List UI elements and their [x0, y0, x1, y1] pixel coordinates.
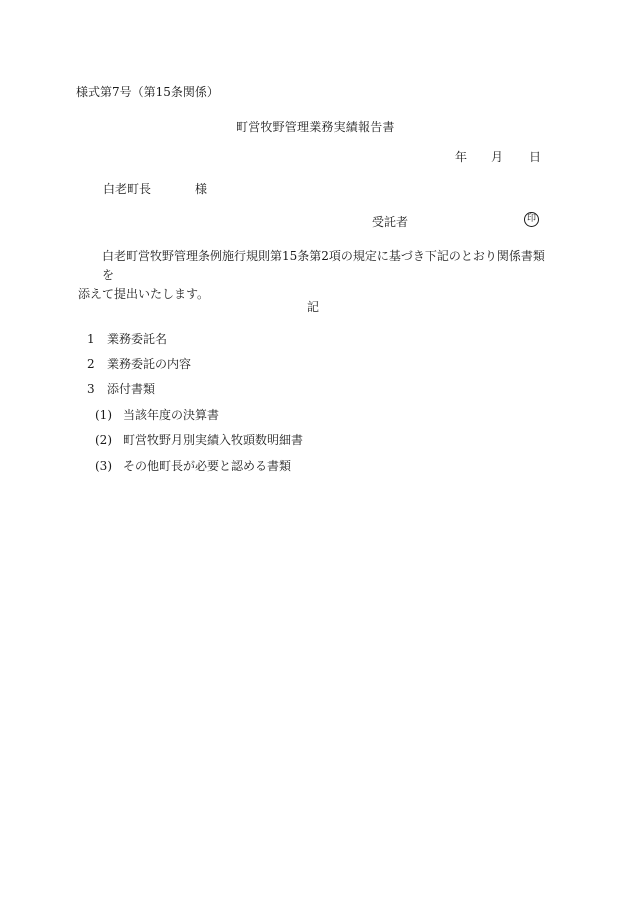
body-line-2: 添えて提出いたします。: [78, 287, 210, 301]
sub-list-item-label: その他町長が必要と認める書類: [123, 459, 292, 473]
trustee-label: 受託者: [372, 215, 409, 229]
date-line: [455, 151, 545, 165]
date-day-label: 日: [529, 150, 542, 164]
sub-list-item-label: 町営牧野月別実績入牧頭数明細書: [123, 433, 304, 447]
date-year-label: 年: [455, 150, 468, 164]
seal-mark: 印: [526, 214, 536, 224]
body-line-1: 白老町営牧野管理条例施行規則第15条第2項の規定に基づき下記のとおり関係書類を: [102, 249, 545, 282]
sub-list-item-number: (3): [95, 459, 112, 473]
list-item-label: 業務委託名: [107, 332, 168, 346]
addressee-honorific: 様: [195, 182, 208, 196]
list-item-number: 3: [87, 382, 95, 396]
list-item-label: 業務委託の内容: [107, 357, 192, 371]
body-paragraph: [78, 247, 556, 304]
list-item-label: 添付書類: [107, 382, 156, 396]
seal-icon: [524, 212, 539, 227]
list-item-number: 2: [87, 357, 95, 371]
date-month-label: 月: [491, 150, 504, 164]
sub-list-item-number: (2): [95, 433, 112, 447]
sub-list-item-label: 当該年度の決算書: [123, 408, 220, 422]
sub-list-item-number: (1): [95, 408, 112, 422]
document-title: 町営牧野管理業務実績報告書: [236, 120, 395, 134]
addressee: 白老町長: [103, 182, 152, 196]
list-item-number: 1: [87, 332, 95, 346]
form-number-label: 様式第7号（第15条関係）: [76, 85, 219, 99]
ki-heading: 記: [307, 300, 320, 314]
